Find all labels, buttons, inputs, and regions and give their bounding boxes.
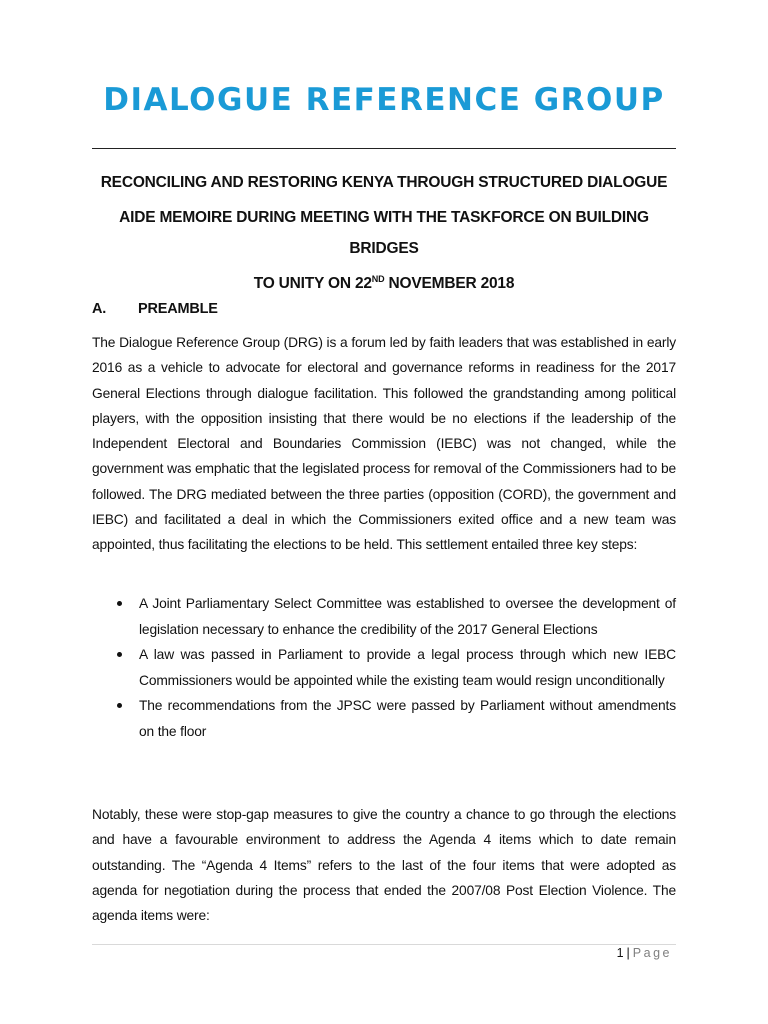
document-title: DIALOGUE REFERENCE GROUP: [103, 82, 665, 118]
page-label: Page: [632, 946, 672, 960]
page-number: 1: [616, 946, 624, 960]
section-heading-preamble: [92, 301, 676, 317]
paragraph-drg-intro: The Dialogue Reference Group (DRG) is a forum led by faith leaders that was established in early 2016 as a vehicle to advocate for electoral and governance reforms in readiness for the 2017 General Elections through dialogue facilitation. This followed the grandstanding among political players, with the opposition insisting that there would be no elections if the leadership of the Independent Electoral and Boundaries Commission (IEBC) was not changed, while the government was emphatic that the legislated process for removal of the Commissioners had to be followed. The DRG mediated between the three parties (opposition (CORD), the government and IEBC) and facilitated a deal in which the Commissioners exited office and a new team was appointed, thus facilitating the elections to be held. This settlement entailed three key steps:: [92, 335, 676, 553]
footer-divider: [92, 944, 676, 945]
list-item: A law was passed in Parliament to provide a legal process through which new IEBC Commissioners would be appointed while the existing team would resign unconditionally: [116, 642, 676, 693]
page-footer: [617, 946, 672, 960]
section-letter: A.: [92, 301, 107, 317]
subtitle-aide-memoire: [92, 202, 676, 299]
subtitle-aide-memoire-line2-pre: TO UNITY ON 22: [253, 275, 372, 292]
footer-separator: |: [626, 946, 630, 960]
section-title: PREAMBLE: [138, 301, 218, 317]
paragraph-agenda-4: Notably, these were stop-gap measures to give the country a chance to go through the elections and have a favourable environment to address the Agenda 4 items which to date remain outstanding. The “Agenda 4 Items” refers to the last of the four items that were adopted as agenda for negotiation during the process that ended the 2007/08 Post Election Violence. The agenda items were:: [92, 807, 676, 924]
subtitle-reconciling: RECONCILING AND RESTORING KENYA THROUGH STRUCTURED DIALOGUE: [100, 174, 668, 191]
key-steps-list: [116, 591, 676, 744]
list-item: The recommendations from the JPSC were passed by Parliament without amendments on the floor: [116, 693, 676, 744]
subtitle-aide-memoire-line1: AIDE MEMOIRE DURING MEETING WITH THE TASKFORCE ON BUILDING BRIDGES: [119, 209, 649, 257]
subtitle-aide-memoire-line2-post: NOVEMBER 2018: [384, 275, 515, 292]
subtitle-ordinal-suffix: ND: [371, 274, 385, 284]
list-item: A Joint Parliamentary Select Committee was established to oversee the development of legislation necessary to enhance the credibility of the 2017 General Elections: [116, 591, 676, 642]
title-divider: [92, 148, 676, 149]
